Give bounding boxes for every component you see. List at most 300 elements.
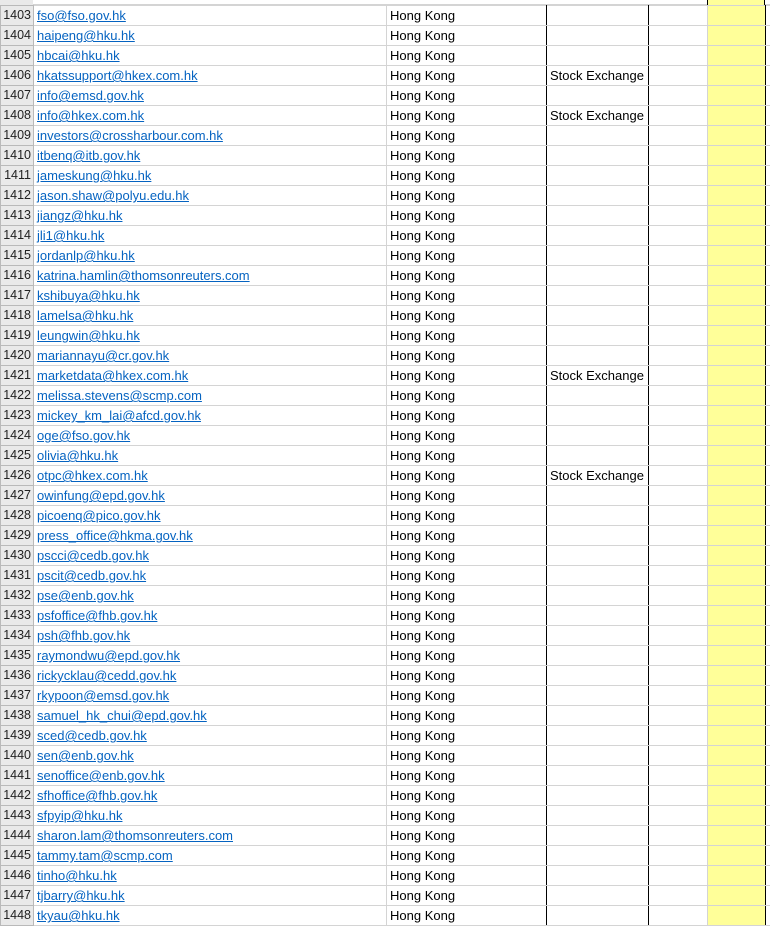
highlighted-cell[interactable]: [708, 226, 766, 246]
email-cell[interactable]: [34, 46, 387, 66]
empty-cell[interactable]: [649, 766, 708, 786]
email-link[interactable]: press_office@hkma.gov.hk: [37, 528, 193, 543]
row-number[interactable]: 1429: [1, 526, 34, 546]
email-link[interactable]: rkypoon@emsd.gov.hk: [37, 688, 170, 703]
note-cell[interactable]: [547, 206, 649, 226]
empty-cell[interactable]: [766, 386, 770, 406]
row-number[interactable]: 1403: [1, 6, 34, 26]
location-cell[interactable]: Hong Kong: [387, 826, 547, 846]
email-link[interactable]: jameskung@hku.hk: [37, 168, 152, 183]
row-number[interactable]: 1407: [1, 86, 34, 106]
row-number[interactable]: 1421: [1, 366, 34, 386]
empty-cell[interactable]: [766, 726, 770, 746]
empty-cell[interactable]: [649, 446, 708, 466]
note-cell[interactable]: [547, 186, 649, 206]
location-cell[interactable]: Hong Kong: [387, 366, 547, 386]
highlighted-cell[interactable]: [708, 86, 766, 106]
location-cell[interactable]: Hong Kong: [387, 186, 547, 206]
location-cell[interactable]: Hong Kong: [387, 46, 547, 66]
email-link[interactable]: tinho@hku.hk: [37, 868, 117, 883]
location-cell[interactable]: Hong Kong: [387, 406, 547, 426]
note-cell[interactable]: [547, 806, 649, 826]
location-cell[interactable]: Hong Kong: [387, 746, 547, 766]
location-cell[interactable]: Hong Kong: [387, 686, 547, 706]
row-number[interactable]: 1424: [1, 426, 34, 446]
location-cell[interactable]: Hong Kong: [387, 306, 547, 326]
row-number[interactable]: 1432: [1, 586, 34, 606]
highlighted-cell[interactable]: [708, 626, 766, 646]
empty-cell[interactable]: [649, 66, 708, 86]
email-cell[interactable]: [34, 186, 387, 206]
email-link[interactable]: sharon.lam@thomsonreuters.com: [37, 828, 233, 843]
email-cell[interactable]: [34, 586, 387, 606]
empty-cell[interactable]: [649, 726, 708, 746]
note-cell[interactable]: [547, 286, 649, 306]
email-link[interactable]: tammy.tam@scmp.com: [37, 848, 173, 863]
note-cell[interactable]: [547, 166, 649, 186]
empty-cell[interactable]: [649, 866, 708, 886]
highlighted-cell[interactable]: [708, 46, 766, 66]
location-cell[interactable]: Hong Kong: [387, 386, 547, 406]
empty-cell[interactable]: [649, 246, 708, 266]
note-cell[interactable]: [547, 406, 649, 426]
email-link[interactable]: sfpyip@hku.hk: [37, 808, 123, 823]
location-cell[interactable]: Hong Kong: [387, 266, 547, 286]
empty-cell[interactable]: [766, 806, 770, 826]
email-cell[interactable]: [34, 486, 387, 506]
location-cell[interactable]: Hong Kong: [387, 26, 547, 46]
note-cell[interactable]: [547, 786, 649, 806]
location-cell[interactable]: Hong Kong: [387, 466, 547, 486]
empty-cell[interactable]: [649, 6, 708, 26]
highlighted-cell[interactable]: [708, 606, 766, 626]
highlighted-cell[interactable]: [708, 526, 766, 546]
empty-cell[interactable]: [766, 746, 770, 766]
email-cell[interactable]: [34, 846, 387, 866]
email-cell[interactable]: [34, 906, 387, 926]
email-link[interactable]: psh@fhb.gov.hk: [37, 628, 131, 643]
note-cell[interactable]: [547, 886, 649, 906]
email-cell[interactable]: [34, 666, 387, 686]
location-cell[interactable]: Hong Kong: [387, 226, 547, 246]
empty-cell[interactable]: [766, 226, 770, 246]
email-link[interactable]: sfhoffice@fhb.gov.hk: [37, 788, 158, 803]
empty-cell[interactable]: [766, 826, 770, 846]
note-cell[interactable]: [547, 146, 649, 166]
empty-cell[interactable]: [649, 86, 708, 106]
highlighted-cell[interactable]: [708, 566, 766, 586]
email-link[interactable]: samuel_hk_chui@epd.gov.hk: [37, 708, 207, 723]
row-number[interactable]: 1410: [1, 146, 34, 166]
location-cell[interactable]: Hong Kong: [387, 126, 547, 146]
note-cell[interactable]: [547, 506, 649, 526]
empty-cell[interactable]: [766, 706, 770, 726]
email-link[interactable]: melissa.stevens@scmp.com: [37, 388, 202, 403]
row-number[interactable]: 1404: [1, 26, 34, 46]
empty-cell[interactable]: [649, 846, 708, 866]
email-cell[interactable]: [34, 686, 387, 706]
email-cell[interactable]: [34, 806, 387, 826]
note-cell[interactable]: [547, 446, 649, 466]
email-cell[interactable]: [34, 886, 387, 906]
email-link[interactable]: info@hkex.com.hk: [37, 108, 145, 123]
email-cell[interactable]: [34, 306, 387, 326]
email-cell[interactable]: [34, 506, 387, 526]
empty-cell[interactable]: [649, 146, 708, 166]
empty-cell[interactable]: [649, 206, 708, 226]
empty-cell[interactable]: [649, 686, 708, 706]
note-cell[interactable]: [547, 686, 649, 706]
row-number[interactable]: 1437: [1, 686, 34, 706]
highlighted-cell[interactable]: [708, 666, 766, 686]
row-number[interactable]: 1411: [1, 166, 34, 186]
location-cell[interactable]: Hong Kong: [387, 286, 547, 306]
email-cell[interactable]: [34, 86, 387, 106]
empty-cell[interactable]: [649, 506, 708, 526]
highlighted-cell[interactable]: [708, 306, 766, 326]
email-cell[interactable]: [34, 606, 387, 626]
row-number[interactable]: 1418: [1, 306, 34, 326]
empty-cell[interactable]: [766, 206, 770, 226]
note-cell[interactable]: [547, 126, 649, 146]
empty-cell[interactable]: [649, 626, 708, 646]
email-cell[interactable]: [34, 526, 387, 546]
location-cell[interactable]: Hong Kong: [387, 626, 547, 646]
empty-cell[interactable]: [649, 286, 708, 306]
empty-cell[interactable]: [766, 86, 770, 106]
email-link[interactable]: lamelsa@hku.hk: [37, 308, 134, 323]
highlighted-cell[interactable]: [708, 886, 766, 906]
row-number[interactable]: 1420: [1, 346, 34, 366]
empty-cell[interactable]: [766, 306, 770, 326]
empty-cell[interactable]: [649, 126, 708, 146]
row-number[interactable]: 1425: [1, 446, 34, 466]
row-number[interactable]: 1443: [1, 806, 34, 826]
row-number[interactable]: 1438: [1, 706, 34, 726]
note-cell[interactable]: Stock Exchange: [547, 466, 649, 486]
email-cell[interactable]: [34, 466, 387, 486]
note-cell[interactable]: [547, 306, 649, 326]
empty-cell[interactable]: [766, 426, 770, 446]
email-link[interactable]: jiangz@hku.hk: [37, 208, 123, 223]
row-number[interactable]: 1448: [1, 906, 34, 926]
empty-cell[interactable]: [766, 246, 770, 266]
email-cell[interactable]: [34, 386, 387, 406]
row-number[interactable]: 1435: [1, 646, 34, 666]
email-link[interactable]: tjbarry@hku.hk: [37, 888, 125, 903]
email-cell[interactable]: [34, 146, 387, 166]
note-cell[interactable]: [547, 326, 649, 346]
empty-cell[interactable]: [766, 646, 770, 666]
empty-cell[interactable]: [766, 606, 770, 626]
empty-cell[interactable]: [766, 526, 770, 546]
email-link[interactable]: leungwin@hku.hk: [37, 328, 140, 343]
email-link[interactable]: picoenq@pico.gov.hk: [37, 508, 161, 523]
email-cell[interactable]: [34, 546, 387, 566]
location-cell[interactable]: Hong Kong: [387, 86, 547, 106]
row-number[interactable]: 1413: [1, 206, 34, 226]
highlighted-cell[interactable]: [708, 806, 766, 826]
row-number[interactable]: 1431: [1, 566, 34, 586]
row-number[interactable]: 1415: [1, 246, 34, 266]
empty-cell[interactable]: [649, 566, 708, 586]
email-link[interactable]: jordanlp@hku.hk: [37, 248, 135, 263]
empty-cell[interactable]: [766, 686, 770, 706]
location-cell[interactable]: Hong Kong: [387, 146, 547, 166]
empty-cell[interactable]: [766, 466, 770, 486]
email-link[interactable]: rickycklau@cedd.gov.hk: [37, 668, 177, 683]
highlighted-cell[interactable]: [708, 726, 766, 746]
row-number[interactable]: 1442: [1, 786, 34, 806]
location-cell[interactable]: Hong Kong: [387, 446, 547, 466]
email-link[interactable]: kshibuya@hku.hk: [37, 288, 140, 303]
row-number[interactable]: 1412: [1, 186, 34, 206]
empty-cell[interactable]: [766, 546, 770, 566]
email-link[interactable]: info@emsd.gov.hk: [37, 88, 144, 103]
email-cell[interactable]: [34, 166, 387, 186]
highlighted-cell[interactable]: [708, 786, 766, 806]
empty-cell[interactable]: [649, 666, 708, 686]
email-cell[interactable]: [34, 206, 387, 226]
highlighted-cell[interactable]: [708, 446, 766, 466]
highlighted-cell[interactable]: [708, 706, 766, 726]
highlighted-cell[interactable]: [708, 206, 766, 226]
highlighted-cell[interactable]: [708, 866, 766, 886]
empty-cell[interactable]: [766, 346, 770, 366]
row-number[interactable]: 1406: [1, 66, 34, 86]
empty-cell[interactable]: [649, 646, 708, 666]
row-number[interactable]: 1427: [1, 486, 34, 506]
empty-cell[interactable]: [766, 626, 770, 646]
highlighted-cell[interactable]: [708, 906, 766, 926]
empty-cell[interactable]: [649, 526, 708, 546]
location-cell[interactable]: Hong Kong: [387, 706, 547, 726]
location-cell[interactable]: Hong Kong: [387, 586, 547, 606]
empty-cell[interactable]: [649, 186, 708, 206]
empty-cell[interactable]: [649, 606, 708, 626]
highlighted-cell[interactable]: [708, 26, 766, 46]
empty-cell[interactable]: [649, 226, 708, 246]
email-cell[interactable]: [34, 566, 387, 586]
highlighted-cell[interactable]: [708, 826, 766, 846]
note-cell[interactable]: [547, 626, 649, 646]
email-cell[interactable]: [34, 106, 387, 126]
highlighted-cell[interactable]: [708, 166, 766, 186]
row-number[interactable]: 1426: [1, 466, 34, 486]
note-cell[interactable]: [547, 586, 649, 606]
highlighted-cell[interactable]: [708, 146, 766, 166]
location-cell[interactable]: Hong Kong: [387, 426, 547, 446]
highlighted-cell[interactable]: [708, 466, 766, 486]
empty-cell[interactable]: [766, 46, 770, 66]
email-cell[interactable]: [34, 66, 387, 86]
empty-cell[interactable]: [766, 186, 770, 206]
email-link[interactable]: mickey_km_lai@afcd.gov.hk: [37, 408, 201, 423]
row-number[interactable]: 1445: [1, 846, 34, 866]
empty-cell[interactable]: [649, 426, 708, 446]
note-cell[interactable]: [547, 706, 649, 726]
location-cell[interactable]: Hong Kong: [387, 546, 547, 566]
email-link[interactable]: senoffice@enb.gov.hk: [37, 768, 165, 783]
empty-cell[interactable]: [766, 786, 770, 806]
location-cell[interactable]: Hong Kong: [387, 486, 547, 506]
location-cell[interactable]: Hong Kong: [387, 326, 547, 346]
empty-cell[interactable]: [766, 146, 770, 166]
note-cell[interactable]: [547, 386, 649, 406]
email-link[interactable]: mariannayu@cr.gov.hk: [37, 348, 170, 363]
empty-cell[interactable]: [649, 906, 708, 926]
highlighted-cell[interactable]: [708, 366, 766, 386]
email-link[interactable]: pse@enb.gov.hk: [37, 588, 134, 603]
email-cell[interactable]: [34, 26, 387, 46]
row-number[interactable]: 1440: [1, 746, 34, 766]
highlighted-cell[interactable]: [708, 646, 766, 666]
email-link[interactable]: jli1@hku.hk: [37, 228, 105, 243]
empty-cell[interactable]: [649, 886, 708, 906]
note-cell[interactable]: [547, 726, 649, 746]
email-link[interactable]: raymondwu@epd.gov.hk: [37, 648, 181, 663]
empty-cell[interactable]: [649, 386, 708, 406]
location-cell[interactable]: Hong Kong: [387, 646, 547, 666]
empty-cell[interactable]: [649, 306, 708, 326]
note-cell[interactable]: [547, 246, 649, 266]
empty-cell[interactable]: [766, 106, 770, 126]
note-cell[interactable]: [547, 566, 649, 586]
email-link[interactable]: sced@cedb.gov.hk: [37, 728, 147, 743]
email-cell[interactable]: [34, 826, 387, 846]
location-cell[interactable]: Hong Kong: [387, 346, 547, 366]
empty-cell[interactable]: [766, 846, 770, 866]
empty-cell[interactable]: [766, 866, 770, 886]
empty-cell[interactable]: [649, 106, 708, 126]
email-link[interactable]: sen@enb.gov.hk: [37, 748, 134, 763]
note-cell[interactable]: [547, 546, 649, 566]
email-link[interactable]: fso@fso.gov.hk: [37, 8, 126, 23]
empty-cell[interactable]: [766, 886, 770, 906]
row-number[interactable]: 1433: [1, 606, 34, 626]
location-cell[interactable]: Hong Kong: [387, 886, 547, 906]
email-cell[interactable]: [34, 326, 387, 346]
empty-cell[interactable]: [649, 786, 708, 806]
row-number[interactable]: 1446: [1, 866, 34, 886]
empty-cell[interactable]: [649, 266, 708, 286]
row-number[interactable]: 1408: [1, 106, 34, 126]
email-cell[interactable]: [34, 866, 387, 886]
email-link[interactable]: pscit@cedb.gov.hk: [37, 568, 147, 583]
empty-cell[interactable]: [649, 466, 708, 486]
location-cell[interactable]: Hong Kong: [387, 566, 547, 586]
empty-cell[interactable]: [649, 46, 708, 66]
email-cell[interactable]: [34, 626, 387, 646]
highlighted-cell[interactable]: [708, 326, 766, 346]
note-cell[interactable]: [547, 266, 649, 286]
email-link[interactable]: hbcai@hku.hk: [37, 48, 120, 63]
empty-cell[interactable]: [649, 166, 708, 186]
note-cell[interactable]: [547, 666, 649, 686]
email-link[interactable]: haipeng@hku.hk: [37, 28, 135, 43]
empty-cell[interactable]: [649, 366, 708, 386]
row-number[interactable]: 1436: [1, 666, 34, 686]
email-link[interactable]: oge@fso.gov.hk: [37, 428, 131, 443]
note-cell[interactable]: [547, 766, 649, 786]
empty-cell[interactable]: [766, 766, 770, 786]
email-cell[interactable]: [34, 746, 387, 766]
empty-cell[interactable]: [649, 326, 708, 346]
empty-cell[interactable]: [766, 266, 770, 286]
note-cell[interactable]: [547, 646, 649, 666]
email-cell[interactable]: [34, 346, 387, 366]
location-cell[interactable]: Hong Kong: [387, 106, 547, 126]
row-number[interactable]: 1405: [1, 46, 34, 66]
email-cell[interactable]: [34, 426, 387, 446]
row-number[interactable]: 1423: [1, 406, 34, 426]
highlighted-cell[interactable]: [708, 386, 766, 406]
email-cell[interactable]: [34, 766, 387, 786]
note-cell[interactable]: Stock Exchange: [547, 66, 649, 86]
empty-cell[interactable]: [649, 406, 708, 426]
email-cell[interactable]: [34, 646, 387, 666]
email-cell[interactable]: [34, 366, 387, 386]
empty-cell[interactable]: [766, 906, 770, 926]
highlighted-cell[interactable]: [708, 546, 766, 566]
note-cell[interactable]: [547, 226, 649, 246]
email-cell[interactable]: [34, 786, 387, 806]
empty-cell[interactable]: [766, 166, 770, 186]
empty-cell[interactable]: [649, 706, 708, 726]
note-cell[interactable]: [547, 526, 649, 546]
email-link[interactable]: psfoffice@fhb.gov.hk: [37, 608, 158, 623]
email-link[interactable]: katrina.hamlin@thomsonreuters.com: [37, 268, 250, 283]
location-cell[interactable]: Hong Kong: [387, 166, 547, 186]
email-link[interactable]: investors@crossharbour.com.hk: [37, 128, 223, 143]
row-number[interactable]: 1434: [1, 626, 34, 646]
location-cell[interactable]: Hong Kong: [387, 666, 547, 686]
highlighted-cell[interactable]: [708, 126, 766, 146]
location-cell[interactable]: Hong Kong: [387, 606, 547, 626]
email-link[interactable]: otpc@hkex.com.hk: [37, 468, 148, 483]
email-link[interactable]: hkatssupport@hkex.com.hk: [37, 68, 198, 83]
highlighted-cell[interactable]: [708, 246, 766, 266]
highlighted-cell[interactable]: [708, 746, 766, 766]
empty-cell[interactable]: [766, 6, 770, 26]
empty-cell[interactable]: [649, 346, 708, 366]
note-cell[interactable]: [547, 606, 649, 626]
highlighted-cell[interactable]: [708, 346, 766, 366]
email-cell[interactable]: [34, 406, 387, 426]
empty-cell[interactable]: [766, 26, 770, 46]
empty-cell[interactable]: [766, 366, 770, 386]
note-cell[interactable]: [547, 6, 649, 26]
empty-cell[interactable]: [649, 546, 708, 566]
highlighted-cell[interactable]: [708, 426, 766, 446]
location-cell[interactable]: Hong Kong: [387, 726, 547, 746]
row-number[interactable]: 1441: [1, 766, 34, 786]
row-number[interactable]: 1430: [1, 546, 34, 566]
empty-cell[interactable]: [766, 406, 770, 426]
highlighted-cell[interactable]: [708, 846, 766, 866]
email-cell[interactable]: [34, 246, 387, 266]
location-cell[interactable]: Hong Kong: [387, 906, 547, 926]
email-link[interactable]: itbenq@itb.gov.hk: [37, 148, 141, 163]
location-cell[interactable]: Hong Kong: [387, 206, 547, 226]
location-cell[interactable]: Hong Kong: [387, 846, 547, 866]
row-number[interactable]: 1444: [1, 826, 34, 846]
empty-cell[interactable]: [766, 66, 770, 86]
note-cell[interactable]: [547, 46, 649, 66]
highlighted-cell[interactable]: [708, 106, 766, 126]
location-cell[interactable]: Hong Kong: [387, 786, 547, 806]
empty-cell[interactable]: [766, 326, 770, 346]
